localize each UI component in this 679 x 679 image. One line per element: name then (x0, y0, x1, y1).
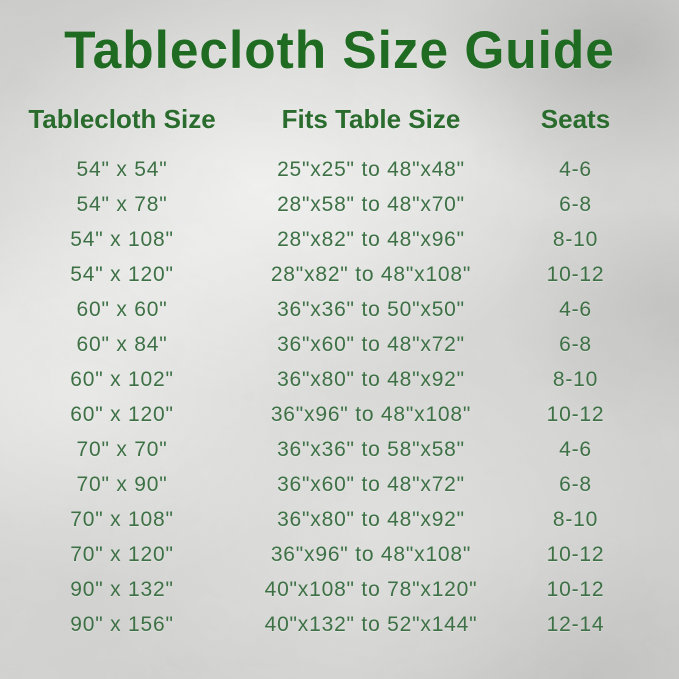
cell-fits-table-size: 36"x36" to 58"x58" (277, 437, 465, 461)
column-header-tablecloth-size: Tablecloth Size (28, 103, 216, 134)
cell-tablecloth-size: 70" x 90" (76, 472, 168, 496)
table-row (0, 467, 679, 502)
cell-fits-table-size: 36"x60" to 48"x72" (277, 472, 465, 496)
cell-fits-table-size: 36"x80" to 48"x92" (277, 367, 465, 391)
cell-fits-table-size: 36"x80" to 48"x92" (277, 507, 465, 531)
table-row (0, 327, 679, 362)
size-guide-table (0, 102, 679, 642)
table-row (0, 537, 679, 572)
table-row (0, 397, 679, 432)
cell-seats: 10-12 (546, 262, 605, 286)
cell-fits-table-size: 36"x96" to 48"x108" (270, 402, 472, 426)
cell-tablecloth-size: 70" x 108" (70, 507, 174, 531)
cell-tablecloth-size: 54" x 78" (76, 192, 168, 216)
table-row (0, 362, 679, 397)
cell-seats: 10-12 (546, 577, 605, 601)
column-header-fits-table-size: Fits Table Size (281, 103, 461, 134)
column-header-seats: Seats (540, 103, 611, 134)
cell-tablecloth-size: 70" x 120" (70, 542, 174, 566)
table-row (0, 152, 679, 187)
cell-tablecloth-size: 60" x 120" (70, 402, 174, 426)
cell-tablecloth-size: 54" x 108" (70, 227, 174, 251)
table-row (0, 607, 679, 642)
cell-tablecloth-size: 60" x 60" (76, 297, 168, 321)
page-title: Tablecloth Size Guide (64, 21, 615, 80)
cell-tablecloth-size: 90" x 156" (70, 612, 174, 636)
table-body (0, 152, 679, 642)
cell-seats: 4-6 (559, 297, 592, 321)
cell-tablecloth-size: 60" x 102" (70, 367, 174, 391)
cell-seats: 10-12 (546, 542, 605, 566)
cell-seats: 12-14 (546, 612, 605, 636)
cell-fits-table-size: 36"x96" to 48"x108" (270, 542, 472, 566)
cell-fits-table-size: 28"x82" to 48"x96" (277, 227, 465, 251)
cell-seats: 8-10 (552, 227, 599, 251)
cell-seats: 8-10 (552, 367, 599, 391)
cell-seats: 8-10 (552, 507, 599, 531)
cell-seats: 10-12 (546, 402, 605, 426)
cell-seats: 4-6 (559, 437, 592, 461)
cell-fits-table-size: 28"x58" to 48"x70" (277, 192, 465, 216)
cell-tablecloth-size: 60" x 84" (76, 332, 168, 356)
cell-seats: 4-6 (559, 157, 592, 181)
cell-tablecloth-size: 70" x 70" (76, 437, 168, 461)
cell-fits-table-size: 28"x82" to 48"x108" (270, 262, 472, 286)
cell-tablecloth-size: 54" x 54" (76, 157, 168, 181)
table-row (0, 222, 679, 257)
table-row (0, 502, 679, 537)
table-row (0, 257, 679, 292)
cell-fits-table-size: 40"x108" to 78"x120" (264, 577, 478, 601)
cell-fits-table-size: 36"x60" to 48"x72" (277, 332, 465, 356)
table-header-row (0, 102, 679, 136)
table-row (0, 432, 679, 467)
table-row (0, 292, 679, 327)
cell-fits-table-size: 36"x36" to 50"x50" (277, 297, 465, 321)
cell-seats: 6-8 (559, 332, 592, 356)
cell-tablecloth-size: 90" x 132" (70, 577, 174, 601)
cell-fits-table-size: 25"x25" to 48"x48" (277, 157, 465, 181)
cell-tablecloth-size: 54" x 120" (70, 262, 174, 286)
table-row (0, 572, 679, 607)
cell-fits-table-size: 40"x132" to 52"x144" (264, 612, 478, 636)
cell-seats: 6-8 (559, 472, 592, 496)
table-row (0, 187, 679, 222)
cell-seats: 6-8 (559, 192, 592, 216)
